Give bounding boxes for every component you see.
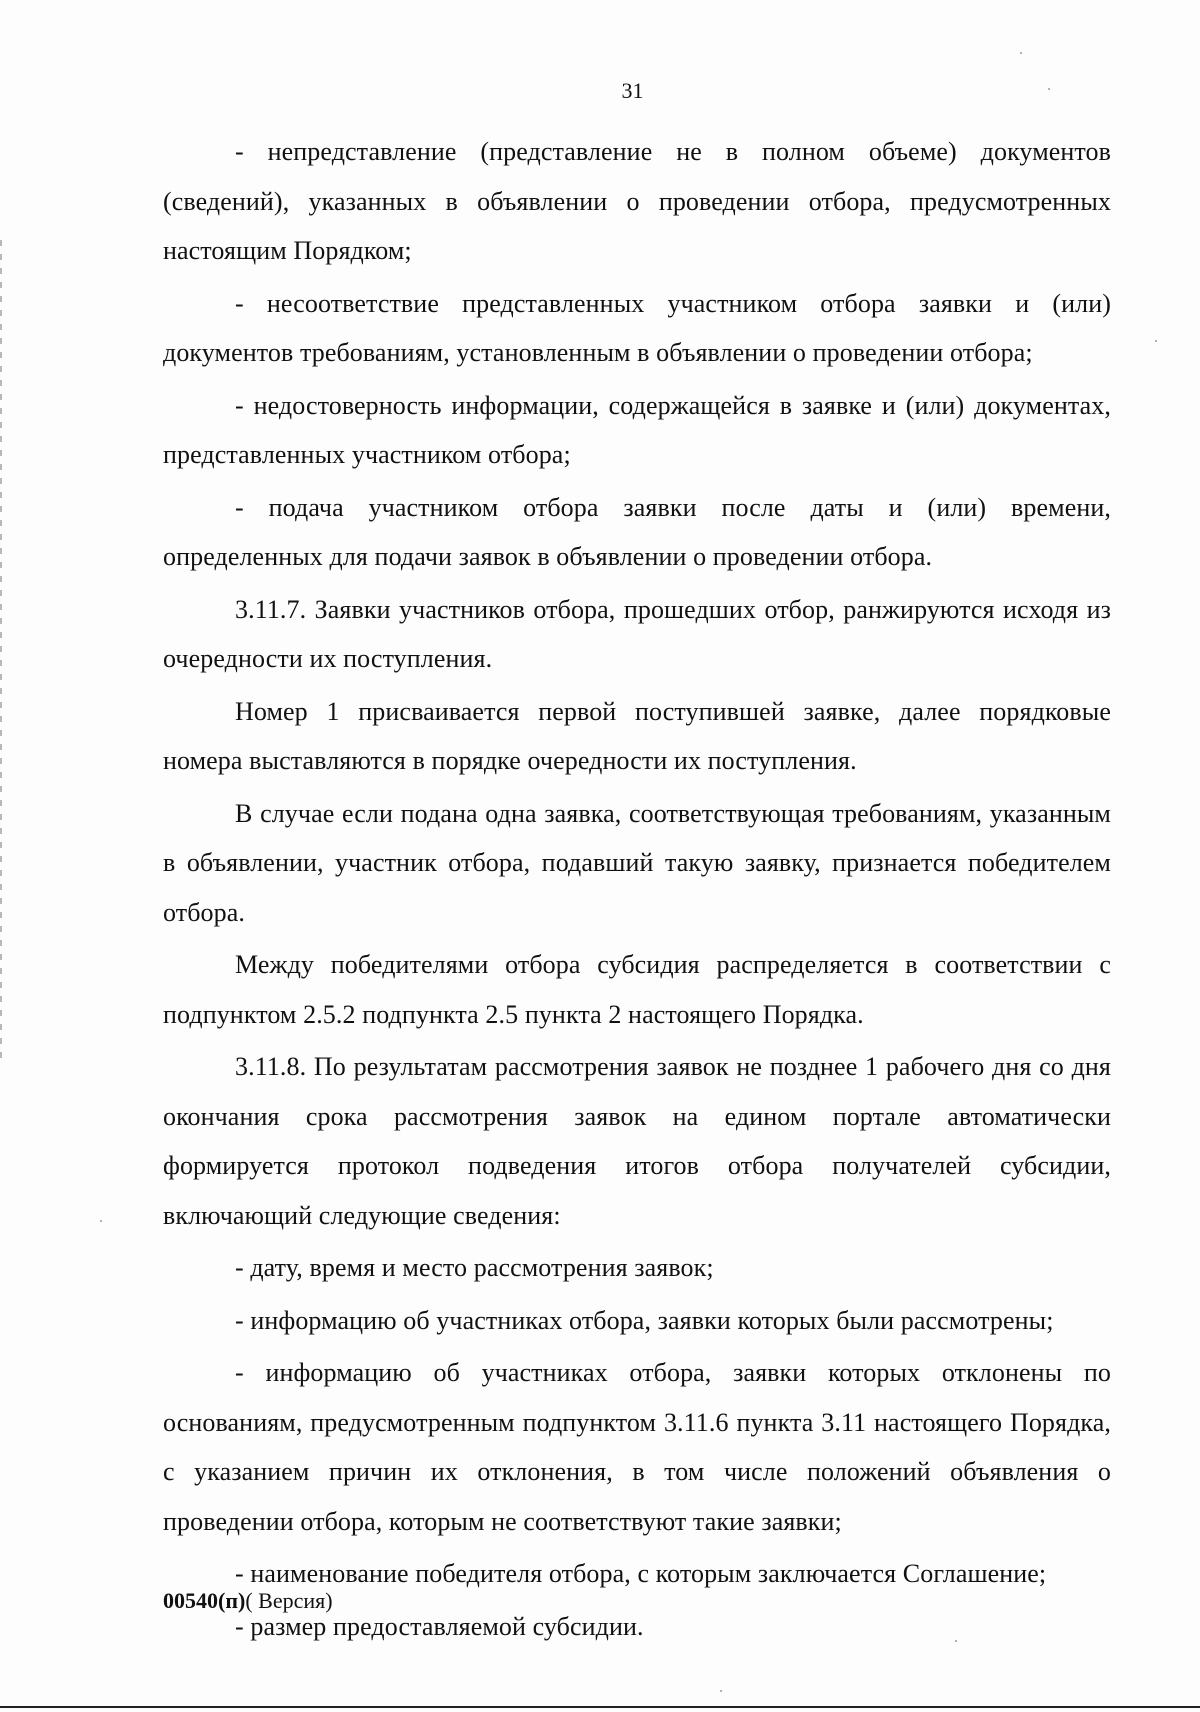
list-item-subsidy-amount: - размер предоставляемой субсидии. — [235, 1611, 644, 1641]
paragraph-numbering: Номер 1 присваивается первой поступившей заявке, далее порядковые номера выставляются в порядке очередности их поступления. — [163, 696, 1111, 775]
paragraph-3-11-7: 3.11.7. Заявки участников отбора, прошедших отбор, ранжируются исходя из очередности их поступления. — [163, 594, 1111, 673]
paragraph-inaccuracy: - недостоверность информации, содержащейся в заявке и (или) документах, представленных участником отбора; — [163, 390, 1111, 469]
list-item-winner: - наименование победителя отбора, с которым заключается Соглашение; — [235, 1559, 1047, 1588]
paragraph-late-submission: - подача участником отбора заявки после даты и (или) времени, определенных для подачи заявок в объявлении о проведении отбора. — [163, 492, 1111, 571]
scan-speck — [720, 1690, 722, 1692]
page-number: 31 — [621, 78, 644, 103]
paragraph-distribution: Между победителями отбора субсидия распределяется в соответствии с подпунктом 2.5.2 подпункта 2.5 пункта 2 настоящего Порядка. — [163, 950, 1111, 1029]
scan-speck — [100, 1220, 102, 1222]
paragraph-nonsubmission: - непредставление (представление не в полном объеме) документов (сведений), указанных в объявлении о проведении отбора, предусмотренных настоящим Порядком; — [163, 137, 1111, 265]
document-body — [163, 127, 1111, 1654]
paragraph-3-11-8: 3.11.8. По результатам рассмотрения заявок не позднее 1 рабочего дня со дня окончания срока рассмотрения заявок на едином портале автоматически формируется протокол подведения итогов отбора получателей субсидии, включающий следующие сведения: — [163, 1052, 1111, 1230]
list-item-date-place: - дату, время и место рассмотрения заявок; — [235, 1253, 714, 1282]
scan-edge-mark — [0, 240, 2, 1060]
scan-speck — [1048, 88, 1050, 90]
document-code — [163, 1588, 333, 1614]
bottom-rule — [0, 1706, 1200, 1708]
scan-speck — [1020, 52, 1022, 54]
list-item-reviewed: - информацию об участниках отбора, заявки которых были рассмотрены; — [235, 1305, 1054, 1335]
list-item-rejected: - информацию об участниках отбора, заявки которых отклонены по основаниям, предусмотренным подпунктом 3.11.6 пункта 3.11 настоящего Порядка, с указанием причин их отклонения, в том числе положений объявления о проведении отбора, которым не соответствуют такие заявки; — [163, 1358, 1111, 1536]
scan-speck — [955, 1640, 957, 1642]
document-code-number: 00540(п) — [163, 1588, 246, 1613]
document-version: ( Версия) — [245, 1588, 333, 1613]
paragraph-single-application: В случае если подана одна заявка, соответствующая требованиям, указанным в объявлении, участник отбора, подавший такую заявку, признается победителем отбора. — [163, 798, 1111, 927]
scan-speck — [1155, 340, 1157, 342]
paragraph-noncompliance: - несоответствие представленных участником отбора заявки и (или) документов требованиям, установленным в объявлении о проведении отбора; — [163, 288, 1111, 367]
